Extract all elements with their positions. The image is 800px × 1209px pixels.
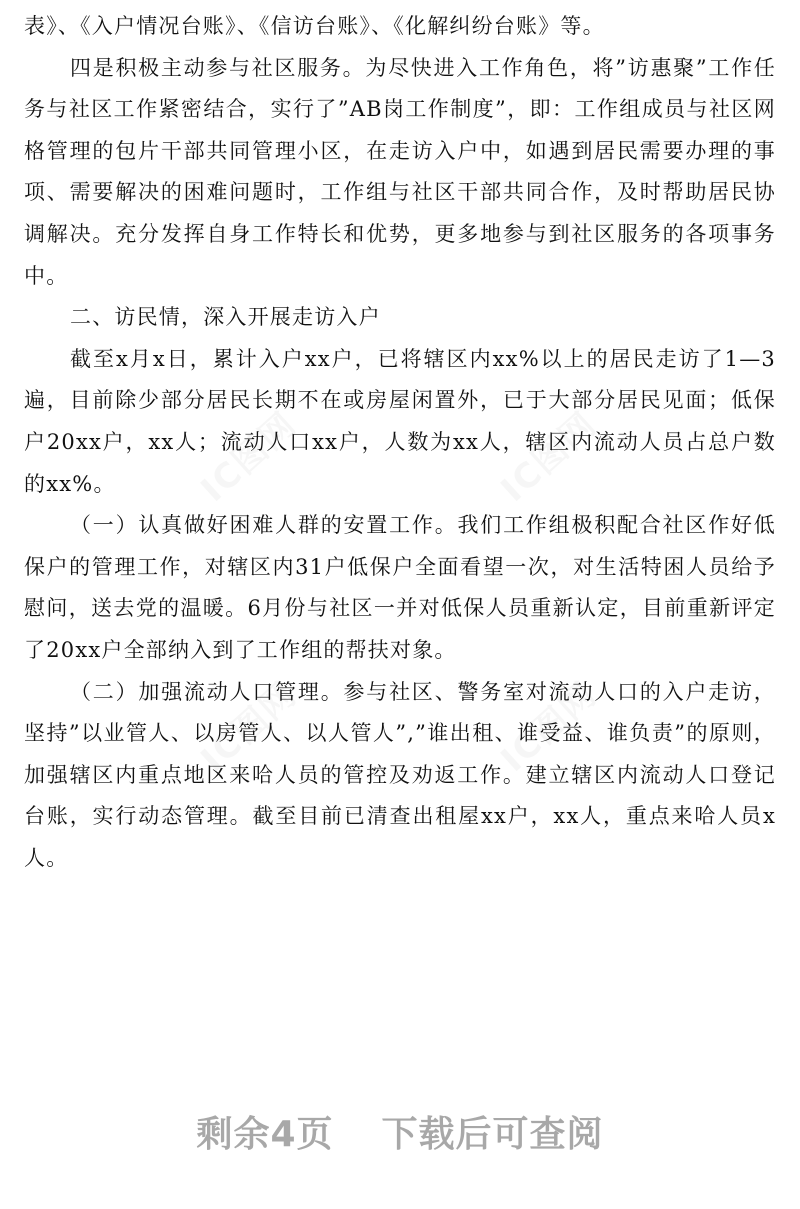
watermark: IC图网	[493, 674, 605, 780]
paragraph-community-service: 四是积极主动参与社区服务。为尽快进入工作角色，将”访惠聚”工作任务与社区工作紧密结合，实行了”AB岗工作制度”，即：工作组成员与社区网格管理的包片干部共同管理小区，在走访入户中，如遇到居民需要办理的事项、需要解决的困难问题时，工作组与社区干部共同合作，及时帮助居民协调解决。充分发挥自身工作特长和优势，更多地参与到社区服务的各项事务中。	[24, 55, 776, 288]
watermark: IC图网	[193, 674, 305, 780]
paragraph-ledger-list: 表》、《入户情况台账》、《信访台账》、《化解纠纷台账》等。	[24, 14, 605, 38]
download-hint-label: 下载后可查阅	[381, 1114, 604, 1155]
paragraph-visit-statistics: 截至x月x日，累计入户xx户，已将辖区内xx%以上的居民走访了1—3遍，目前除少部分居民长期不在或房屋闲置外，已于大部分居民见面；低保户20xx户，xx人；流动人口xx户，人数为xx人，辖区内流动人员占总户数的xx%。	[24, 346, 776, 496]
watermark: IC图网	[493, 404, 605, 510]
section-heading-visits: 二、访民情，深入开展走访入户	[70, 305, 381, 330]
document-body	[24, 6, 776, 879]
watermark: IC图网	[193, 404, 305, 510]
download-banner[interactable]	[0, 1106, 800, 1157]
paragraph-hardship-placement: （一）认真做好困难人群的安置工作。我们工作组极积配合社区作好低保户的管理工作，对辖区内31户低保户全面看望一次，对生活特困人员给予慰问，送去党的温暖。6月份与社区一并对低保人员重新认定，目前重新评定了20xx户全部纳入到了工作组的帮扶对象。	[24, 513, 776, 662]
paragraph-floating-population: （二）加强流动人口管理。参与社区、警务室对流动人口的入户走访，坚持”以业管人、以房管人、以人管人”,”谁出租、谁受益、谁负责”的原则，加强辖区内重点地区来哈人员的管控及劝返工作。建立辖区内流动人口登记台账，实行动态管理。截至目前已清查出租屋xx户，xx人，重点来哈人员x人。	[24, 679, 776, 870]
remaining-pages-label: 剩余4页	[196, 1114, 334, 1155]
